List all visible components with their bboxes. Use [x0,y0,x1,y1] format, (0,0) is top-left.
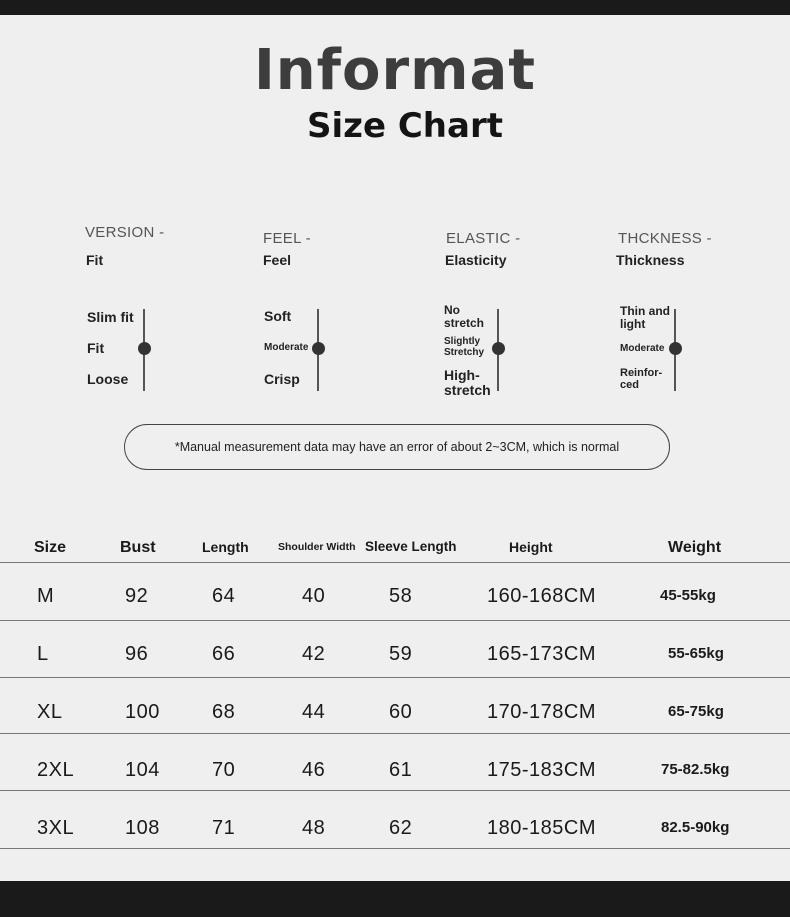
page-title: Size Chart [307,106,503,146]
attribute-heading: VERSION - [85,224,165,241]
cell-length: 70 [212,759,236,781]
cell-sleeve-length: 59 [389,643,413,665]
scale-label-middle: Slightly Stretchy [444,336,485,358]
cell-sleeve-length: 58 [389,585,413,607]
cell-bust: 92 [125,585,149,607]
scale-label-middle: Moderate [264,342,309,353]
row-divider [0,677,790,678]
column-header-height: Height [509,539,553,555]
scale-label-top: Soft [264,308,292,324]
cell-weight: 45-55kg [660,587,716,604]
cell-sleeve-length: 61 [389,759,413,781]
cell-weight: 55-65kg [668,645,724,662]
scale-marker [492,342,505,355]
cell-sleeve-length: 60 [389,701,413,723]
cell-length: 66 [212,643,236,665]
attribute-subheading: Thickness [616,252,685,268]
cell-bust: 100 [125,701,160,723]
scale-label-middle: Fit [87,340,105,356]
cell-height: 165-173CM [487,643,597,665]
attribute-heading: ELASTIC - [446,230,521,247]
cell-length: 64 [212,585,236,607]
cell-size: 2XL [37,759,75,781]
scale-label-middle: Moderate [620,343,665,354]
brand-title: Informat [253,38,537,103]
row-divider [0,733,790,734]
column-header-shoulder-width: Shoulder Width [278,541,356,553]
cell-height: 175-183CM [487,759,597,781]
scale-marker [312,342,325,355]
row-divider [0,790,790,791]
scale-label-bottom: Crisp [264,371,300,387]
attribute-subheading: Feel [263,252,292,268]
cell-size: M [37,585,55,607]
cell-weight: 65-75kg [668,703,724,720]
attribute-subheading: Elasticity [445,252,507,268]
column-header-weight: Weight [668,539,722,556]
cell-shoulder-width: 40 [302,585,326,607]
scale-label-bottom: Reinfor- ced [620,367,663,391]
attribute-heading: FEEL - [263,230,311,247]
attribute-subheading: Fit [86,252,104,268]
scale-label-top: No stretch [444,303,485,330]
column-header-bust: Bust [120,539,156,556]
cell-weight: 75-82.5kg [661,761,730,778]
cell-size: XL [37,701,63,723]
cell-bust: 104 [125,759,160,781]
scale-marker [138,342,151,355]
cell-bust: 108 [125,817,160,839]
column-header-length: Length [202,539,249,555]
row-divider [0,848,790,849]
cell-shoulder-width: 46 [302,759,326,781]
column-header-sleeve-length: Sleeve Length [365,539,457,554]
cell-length: 71 [212,817,236,839]
column-header-size: Size [34,539,67,556]
cell-height: 160-168CM [487,585,597,607]
scale-label-top: Slim fit [87,309,134,325]
cell-weight: 82.5-90kg [661,819,730,836]
row-divider [0,562,790,563]
attribute-heading: THCKNESS - [618,230,712,247]
cell-size: 3XL [37,817,75,839]
measurement-note: *Manual measurement data may have an error of about 2~3CM, which is normal [124,424,670,470]
cell-length: 68 [212,701,236,723]
cell-sleeve-length: 62 [389,817,413,839]
cell-shoulder-width: 42 [302,643,326,665]
cell-shoulder-width: 44 [302,701,326,723]
cell-height: 180-185CM [487,817,597,839]
row-divider [0,620,790,621]
scale-label-top: Thin and light [620,304,670,331]
scale-marker [669,342,682,355]
scale-label-bottom: High- stretch [444,367,491,398]
cell-shoulder-width: 48 [302,817,326,839]
scale-label-bottom: Loose [87,371,129,387]
cell-height: 170-178CM [487,701,597,723]
cell-size: L [37,643,49,665]
cell-bust: 96 [125,643,149,665]
